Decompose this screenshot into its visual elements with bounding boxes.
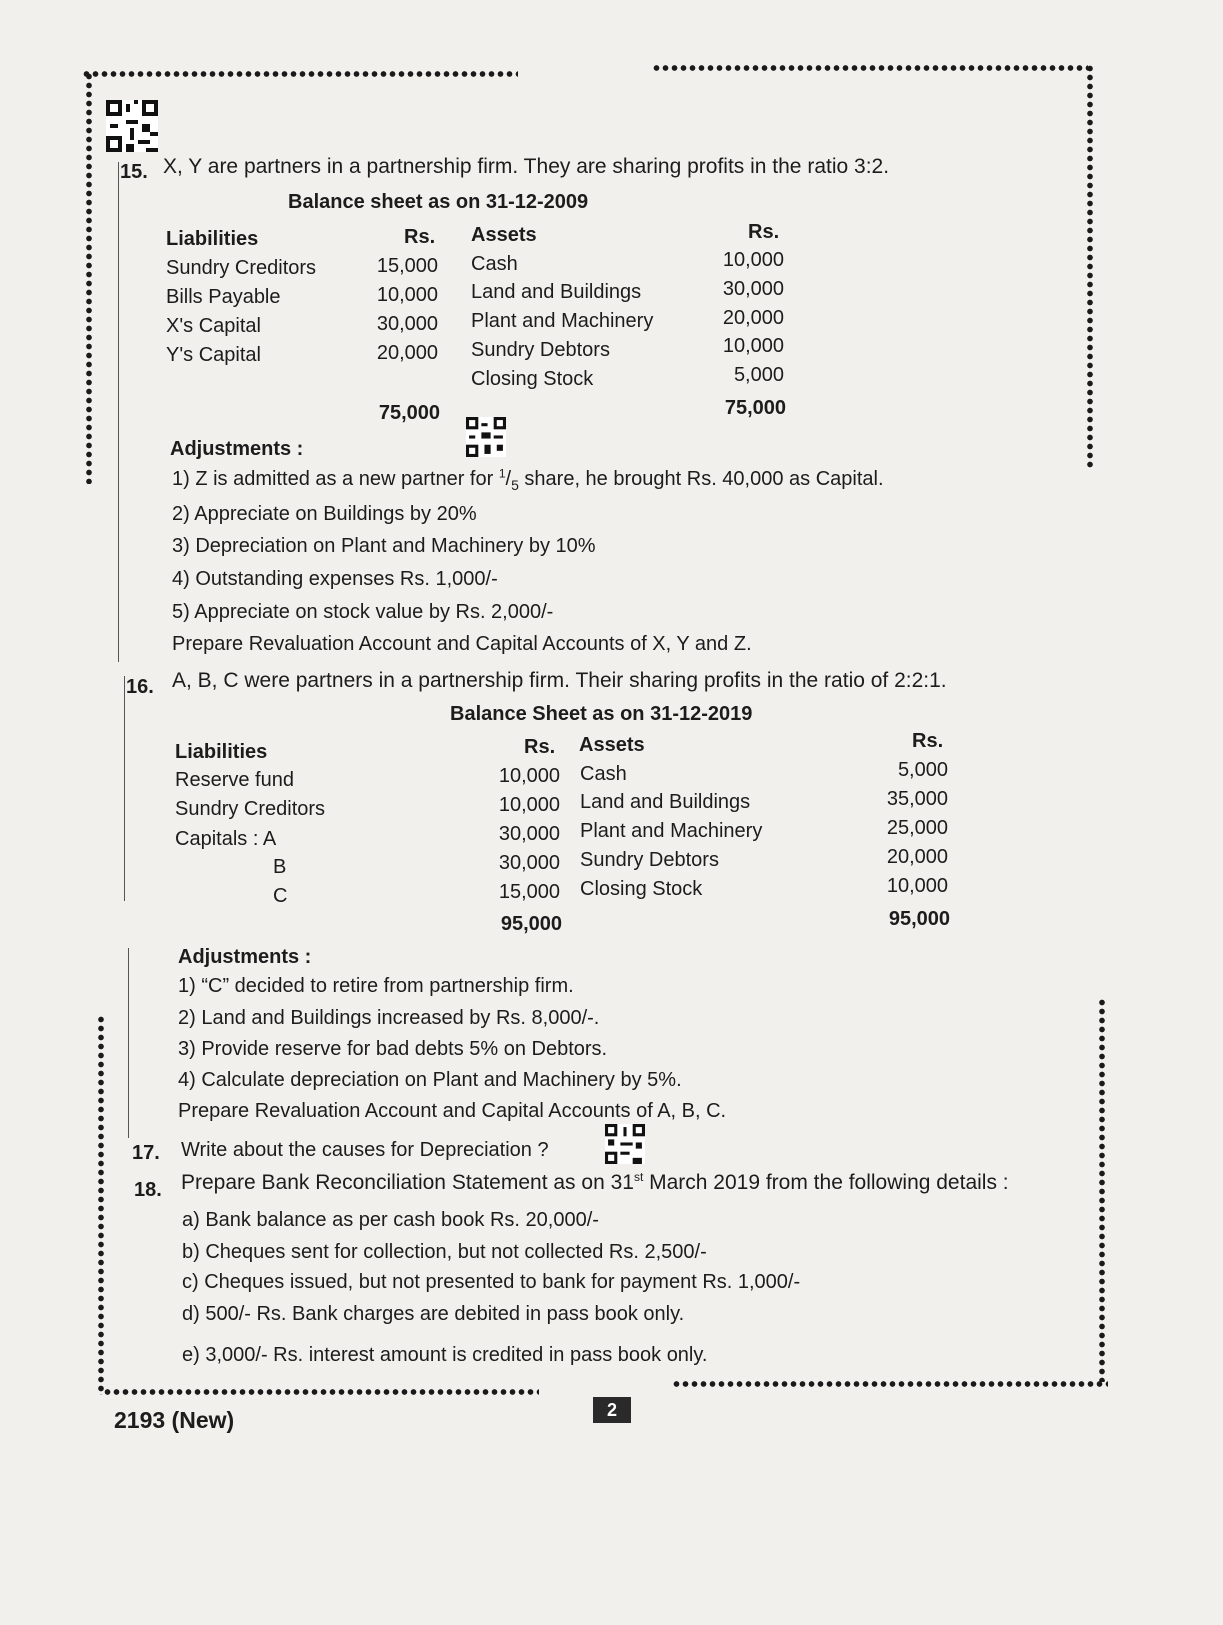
q16-asset-name: Land and Buildings: [580, 791, 751, 813]
q16-head-liabilities: Liabilities: [175, 741, 268, 763]
q15-adj1-pre: 1) Z is admitted as a new partner for: [172, 468, 499, 490]
q16-asset-amount: 35,000: [886, 788, 948, 810]
q16-total-assets: 95,000: [888, 908, 950, 930]
page-number: 2: [593, 1397, 631, 1423]
q15-adjustment: 4) Outstanding expenses Rs. 1,000/-: [172, 568, 498, 590]
q16-number: 16.: [126, 676, 154, 698]
q15-adj1-num: 1: [498, 466, 506, 481]
border-top-left: [82, 70, 518, 78]
q15-asset-amount: 30,000: [722, 278, 784, 300]
q16-head-assets: Assets: [579, 734, 645, 756]
q15-liability-name: Bills Payable: [166, 286, 281, 308]
q16-asset-amount: 10,000: [886, 875, 948, 897]
footer-exam-code: 2193 (New): [114, 1407, 235, 1433]
q15-asset-name: Cash: [471, 253, 518, 275]
q16-asset-amount: 25,000: [886, 817, 948, 839]
q18-question: [181, 1170, 1009, 1195]
q15-liability-amount: 20,000: [376, 342, 438, 364]
q15-liability-name: Sundry Creditors: [166, 257, 317, 279]
q15-instruction: Prepare Revaluation Account and Capital Accounts of X, Y and Z.: [172, 633, 752, 655]
q16-liability-name: Reserve fund: [175, 769, 294, 791]
border-left-top: [85, 72, 93, 484]
q16-liability-amount: 30,000: [498, 852, 560, 874]
q16-liability-amount: 30,000: [498, 823, 560, 845]
q15-asset-name: Plant and Machinery: [471, 310, 654, 332]
border-top-right: [652, 64, 1088, 72]
q18-item: b) Cheques sent for collection, but not collected Rs. 2,500/-: [182, 1241, 707, 1263]
q15-asset-name: Land and Buildings: [471, 281, 642, 303]
q15-head-liabilities: Liabilities: [166, 228, 259, 250]
q15-asset-name: Sundry Debtors: [471, 339, 610, 361]
q15-asset-name: Closing Stock: [471, 368, 594, 390]
q16-balance-sheet-title: Balance Sheet as on 31-12-2019: [450, 703, 753, 725]
q15-adjustment-1: [172, 467, 884, 491]
q16-liability-amount: 10,000: [498, 765, 560, 787]
q16-total-liabilities: 95,000: [500, 913, 562, 935]
q15-head-rs-liab: Rs.: [404, 226, 436, 248]
q15-balance-sheet-title: Balance sheet as on 31-12-2009: [288, 191, 589, 213]
q17-number: 17.: [132, 1142, 160, 1164]
q16-adjustment: 2) Land and Buildings increased by Rs. 8,000/-.: [178, 1007, 600, 1029]
q15-total-assets: 75,000: [724, 397, 786, 419]
q15-adjustment: 3) Depreciation on Plant and Machinery by 10%: [172, 535, 596, 557]
q15-adjustment: 2) Appreciate on Buildings by 20%: [172, 503, 477, 525]
q15-adj1-slash: /: [505, 468, 512, 490]
q18-item: a) Bank balance as per cash book Rs. 20,000/-: [182, 1209, 599, 1231]
border-bottom-right: [672, 1380, 1108, 1388]
q18-question-sup: st: [633, 1170, 644, 1184]
q18-item: c) Cheques issued, but not presented to bank for payment Rs. 1,000/-: [182, 1271, 801, 1293]
q16-liability-amount: 10,000: [498, 794, 560, 816]
q16-asset-amount: 20,000: [886, 846, 948, 868]
q15-liability-name: X's Capital: [166, 315, 261, 337]
q15-asset-amount: 10,000: [722, 335, 784, 357]
q16-head-rs-assets: Rs.: [912, 730, 944, 752]
q16-liability-name: Capitals : A: [175, 828, 277, 850]
border-left-bottom: [97, 1015, 105, 1395]
q16-liability-amount: 15,000: [498, 881, 560, 903]
q18-question-pre: Prepare Bank Reconciliation Statement as on 31: [181, 1171, 634, 1194]
border-bottom-left: [103, 1388, 539, 1396]
q15-adj1-den: 5: [511, 477, 519, 493]
q16-asset-amount: 5,000: [897, 759, 948, 781]
q15-asset-amount: 5,000: [733, 364, 784, 386]
q16-adjustment: 3) Provide reserve for bad debts 5% on Debtors.: [178, 1038, 608, 1060]
q17-question: Write about the causes for Depreciation ?: [181, 1139, 549, 1161]
qr-code-q15: [466, 417, 506, 457]
q18-question-post: March 2019 from the following details :: [643, 1171, 1009, 1194]
q15-number: 15.: [120, 161, 148, 183]
q15-head-rs-assets: Rs.: [748, 221, 780, 243]
q16-asset-name: Closing Stock: [580, 878, 703, 900]
border-right-bottom: [1098, 998, 1106, 1382]
q15-total-liabilities: 75,000: [378, 402, 440, 424]
q15-head-assets: Assets: [471, 224, 537, 246]
qr-code-q17: [605, 1124, 645, 1164]
q16-asset-name: Cash: [580, 763, 627, 785]
q16-asset-name: Sundry Debtors: [580, 849, 719, 871]
q16-liability-name: B: [273, 856, 287, 878]
q15-liability-amount: 30,000: [376, 313, 438, 335]
qr-code-top: [106, 100, 158, 152]
q18-number: 18.: [134, 1179, 162, 1201]
q16-adjustment: 4) Calculate depreciation on Plant and Machinery by 5%.: [178, 1069, 682, 1091]
q15-adj1-post: share, he brought Rs. 40,000 as Capital.: [518, 468, 884, 490]
margin-rule-q16: [124, 676, 125, 901]
q18-item: d) 500/- Rs. Bank charges are debited in pass book only.: [182, 1303, 685, 1325]
q16-liability-name: C: [273, 885, 288, 907]
q15-adjustment: 5) Appreciate on stock value by Rs. 2,000/-: [172, 601, 554, 623]
margin-rule-q16-adj: [128, 948, 129, 1138]
q16-question: A, B, C were partners in a partnership firm. Their sharing profits in the ratio of 2:2:1.: [172, 669, 947, 692]
q15-question: X, Y are partners in a partnership firm. They are sharing profits in the ratio 3:2.: [163, 155, 890, 178]
q15-liability-amount: 15,000: [376, 255, 438, 277]
q15-asset-amount: 20,000: [722, 307, 784, 329]
q16-liability-name: Sundry Creditors: [175, 798, 326, 820]
q15-liability-name: Y's Capital: [166, 344, 261, 366]
q18-item: e) 3,000/- Rs. interest amount is credited in pass book only.: [182, 1344, 708, 1366]
q15-liability-amount: 10,000: [376, 284, 438, 306]
q15-asset-amount: 10,000: [722, 249, 784, 271]
q16-instruction: Prepare Revaluation Account and Capital Accounts of A, B, C.: [178, 1100, 727, 1122]
q15-adjustments-title: Adjustments :: [170, 438, 304, 460]
border-right-top: [1086, 64, 1094, 468]
q16-head-rs-liab: Rs.: [524, 736, 556, 758]
q16-asset-name: Plant and Machinery: [580, 820, 763, 842]
q16-adjustment: 1) “C” decided to retire from partnership firm.: [178, 975, 574, 997]
margin-rule-q15: [118, 162, 119, 662]
q16-adjustments-title: Adjustments :: [178, 946, 312, 968]
